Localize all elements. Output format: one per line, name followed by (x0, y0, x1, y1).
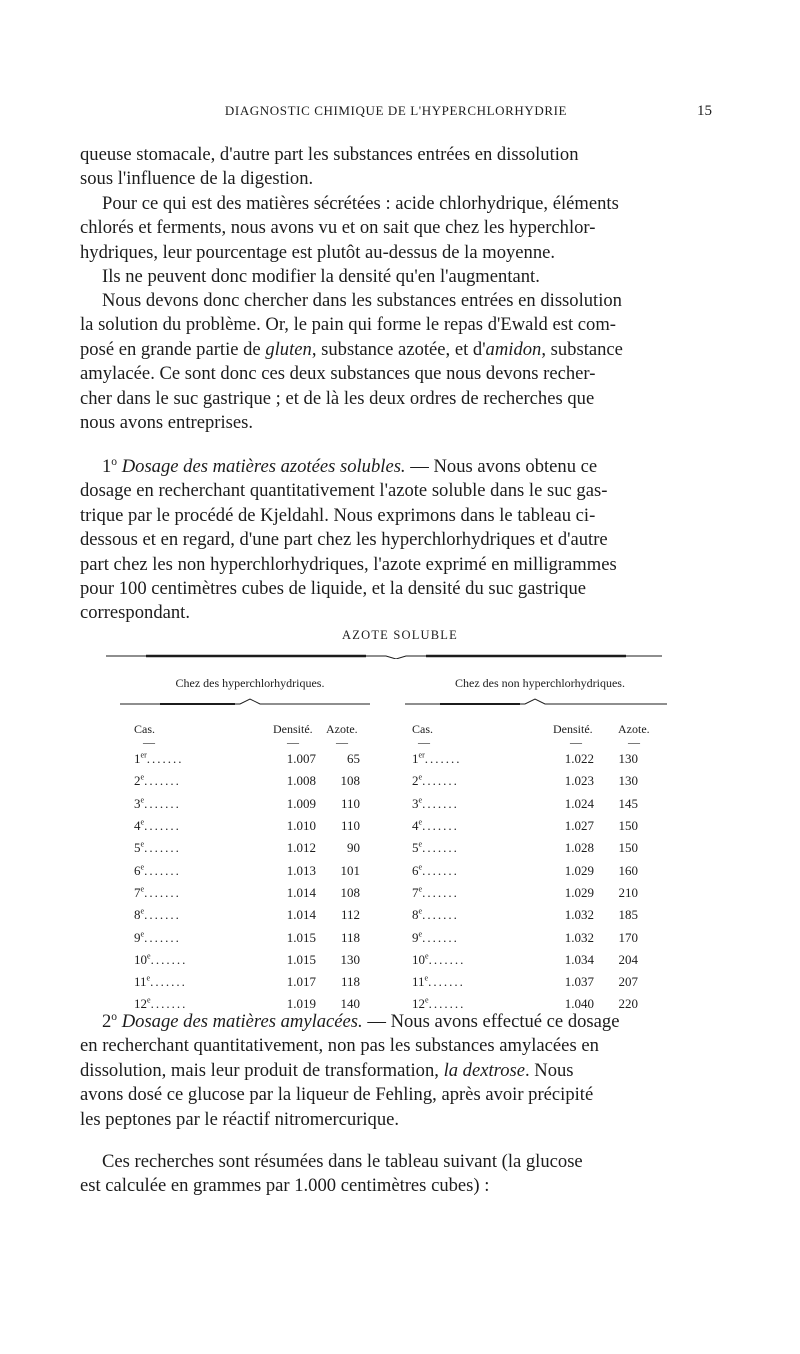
paragraph-summary (80, 1150, 712, 1199)
table-row (412, 793, 638, 815)
term-dextrose: la dextrose (443, 1059, 525, 1081)
table-row (412, 904, 638, 926)
azote-cell: 150 (618, 840, 638, 856)
densite-cell: 1.032 (564, 907, 594, 923)
densite-cell: 1.007 (286, 751, 316, 767)
right-group-brace (405, 697, 667, 709)
densite-cell: 1.009 (286, 795, 316, 811)
table-row (134, 815, 360, 837)
header-dash: — (336, 735, 348, 749)
paragraph-problem (80, 289, 712, 435)
densite-cell: 1.037 (564, 974, 594, 990)
header-dash: — (570, 735, 582, 749)
cas-cell: 2e....... (412, 773, 459, 789)
col-header-densite: Densité. (273, 722, 313, 736)
densite-cell: 1.029 (564, 884, 594, 900)
table-row (134, 926, 360, 948)
cas-cell: 3e....... (412, 795, 459, 811)
text-line: la solution du problème. Or, le pain qui forme le repas d'Ewald est com- (80, 314, 616, 336)
cas-cell: 6e....... (134, 862, 181, 878)
densite-cell: 1.028 (564, 840, 594, 856)
densite-cell: 1.010 (286, 818, 316, 834)
cas-cell: 10e....... (134, 951, 188, 967)
azote-cell: 110 (340, 818, 360, 834)
table-row (134, 748, 360, 770)
cas-cell: 3e....... (134, 795, 181, 811)
text-line: Nous devons donc chercher dans les substances entrées en dissolution (102, 290, 622, 311)
text-line: trique par le procédé de Kjeldahl. Nous exprimons dans le tableau ci- (80, 504, 596, 526)
section-heading-line: 1$^o$ Dosage des matières azotées solubles. — Nous avons obtenu ce (102, 455, 598, 477)
densite-cell: 1.013 (286, 862, 316, 878)
cas-cell: 2e....... (134, 773, 181, 789)
cas-cell: 1er....... (412, 750, 462, 767)
text-line: part chez les non hyperchlorhydriques, l'azote exprimé en milligrammes (80, 553, 617, 575)
cas-cell: 9e....... (134, 929, 181, 945)
text-line: avons dosé ce glucose par la liqueur de Fehling, après avoir précipité (80, 1084, 594, 1106)
table-title: AZOTE SOLUBLE (342, 628, 458, 642)
table-row (134, 859, 360, 881)
col-header-azote: Azote. (618, 722, 650, 736)
paragraph-azote-method (80, 455, 712, 626)
azote-cell: 130 (618, 773, 638, 789)
azote-cell: 160 (618, 862, 638, 878)
text-line: nous avons entreprises. (80, 412, 253, 434)
text-line: Ils ne peuvent donc modifier la densité qu'en l'augmentant. (102, 266, 540, 287)
header-dash: — (287, 735, 299, 749)
text-line: posé en grande partie de gluten, substance azotée, et d'amidon, substance (80, 338, 623, 360)
cas-cell: 4e....... (134, 817, 181, 834)
azote-cell: 112 (340, 907, 360, 923)
table-row (412, 949, 638, 971)
text-line: dissolution, mais leur produit de transformation, la dextrose. Nous (80, 1059, 574, 1081)
table-row (134, 770, 360, 792)
densite-cell: 1.032 (564, 929, 594, 945)
azote-cell: 204 (618, 951, 638, 967)
table-row (412, 837, 638, 859)
densite-cell: 1.029 (564, 862, 594, 878)
azote-cell: 118 (340, 929, 360, 945)
densite-cell: 1.015 (286, 929, 316, 945)
text-line: Ces recherches sont résumées dans le tableau suivant (la glucose (102, 1151, 583, 1172)
cas-cell: 5e....... (412, 840, 459, 856)
azote-cell: 130 (340, 951, 360, 967)
densite-cell: 1.034 (564, 951, 594, 967)
text-line: cher dans le suc gastrique ; et de là les deux ordres de recherches que (80, 387, 595, 409)
cas-cell: 10e....... (412, 951, 466, 967)
densite-cell: 1.024 (564, 795, 594, 811)
term-amidon: amidon (485, 338, 542, 360)
table-row (134, 971, 360, 993)
cas-cell: 9e....... (412, 929, 459, 945)
azote-cell: 108 (340, 884, 360, 900)
azote-cell: 130 (618, 751, 638, 767)
densite-cell: 1.014 (286, 907, 316, 923)
paragraph-secretions (80, 192, 712, 265)
table-row (412, 748, 638, 770)
table-row (412, 926, 638, 948)
table-row (412, 882, 638, 904)
running-title: DIAGNOSTIC CHIMIQUE DE L'HYPERCHLORHYDRIE (224, 103, 568, 118)
cas-cell: 12e....... (412, 996, 466, 1012)
cas-cell: 8e....... (412, 906, 459, 923)
azote-cell: 150 (618, 818, 638, 834)
text-line: en recherchant quantitativement, non pas les substances amylacées en (80, 1035, 599, 1057)
azote-cell: 90 (347, 840, 360, 856)
table-row (134, 882, 360, 904)
azote-cell: 140 (340, 996, 360, 1012)
azote-cell: 210 (618, 884, 638, 900)
table-row (412, 770, 638, 792)
densite-cell: 1.023 (564, 773, 594, 789)
table-row (412, 859, 638, 881)
term-gluten: gluten (265, 338, 312, 360)
densite-cell: 1.015 (286, 951, 316, 967)
col-header-cas: Cas. (134, 722, 155, 736)
table-top-rule (106, 653, 662, 659)
section-heading-line: 2$^o$ Dosage des matières amylacées. — Nous avons effectué ce dosage (102, 1010, 620, 1032)
text-line: amylacée. Ce sont donc ces deux substances que nous devons recher- (80, 363, 596, 385)
text-line: les peptones par le réactif nitromercurique. (80, 1108, 400, 1130)
paragraph-density (80, 265, 712, 289)
table-row (134, 793, 360, 815)
azote-cell: 65 (347, 751, 360, 767)
col-header-cas: Cas. (412, 722, 433, 736)
azote-cell: 220 (618, 996, 638, 1012)
paragraph-amylacees (80, 1010, 712, 1132)
cas-cell: 4e....... (412, 817, 459, 834)
cas-cell: 8e....... (134, 906, 181, 923)
running-head (80, 103, 712, 125)
text-line: hydriques, leur pourcentage est plutôt au-dessus de la moyenne. (80, 241, 556, 263)
right-group-header: Chez des non hyperchlorhydriques. (455, 676, 625, 690)
table-row (134, 837, 360, 859)
densite-cell: 1.019 (286, 996, 316, 1012)
azote-cell: 145 (618, 795, 638, 811)
cas-cell: 11e....... (134, 973, 187, 990)
densite-cell: 1.008 (286, 773, 316, 789)
table-row (412, 815, 638, 837)
hyperchlorhydriques-table (134, 748, 360, 1016)
azote-cell: 118 (340, 974, 360, 990)
text-line: Pour ce qui est des matières sécrétées : acide chlorhydrique, éléments (102, 193, 619, 214)
header-dash: — (628, 735, 640, 749)
col-header-azote: Azote. (326, 722, 358, 736)
cas-cell: 5e....... (134, 840, 181, 856)
page-number: 15 (697, 103, 712, 119)
left-group-header: Chez des hyperchlorhydriques. (175, 676, 325, 690)
cas-cell: 11e....... (412, 973, 465, 990)
cas-cell: 6e....... (412, 862, 459, 878)
text-line: sous l'influence de la digestion. (80, 168, 314, 190)
azote-cell: 185 (618, 907, 638, 923)
col-header-densite: Densité. (553, 722, 593, 736)
section-title: Dosage des matières amylacées. (121, 1011, 363, 1032)
azote-cell: 207 (618, 974, 638, 990)
cas-cell: 12e....... (134, 996, 188, 1012)
azote-cell: 110 (340, 795, 360, 811)
text-line: chlorés et ferments, nous avons vu et on sait que chez les hyperchlor- (80, 217, 596, 239)
table-row (134, 949, 360, 971)
densite-cell: 1.022 (564, 751, 594, 767)
non-hyperchlorhydriques-table (412, 748, 638, 1016)
text-line: pour 100 centimètres cubes de liquide, et la densité du suc gastrique (80, 578, 587, 600)
densite-cell: 1.014 (286, 884, 316, 900)
azote-cell: 108 (340, 773, 360, 789)
table-row (412, 971, 638, 993)
text-line: est calculée en grammes par 1.000 centimètres cubes) : (80, 1175, 490, 1197)
left-group-brace (120, 697, 370, 709)
densite-cell: 1.017 (286, 974, 316, 990)
text-line: queuse stomacale, d'autre part les substances entrées en dissolution (80, 144, 579, 165)
azote-cell: 101 (340, 862, 360, 878)
table-row (134, 904, 360, 926)
cas-cell: 1er....... (134, 750, 184, 767)
header-dash: — (143, 735, 155, 749)
header-dash: — (418, 735, 430, 749)
azote-cell: 170 (618, 929, 638, 945)
densite-cell: 1.040 (564, 996, 594, 1012)
paragraph-continuation (80, 143, 712, 192)
section-number: 2 (102, 1011, 112, 1032)
text-line: dessous et en regard, d'une part chez les hyperchlorhydriques et d'autre (80, 529, 608, 551)
section-title: Dosage des matières azotées solubles. (121, 456, 406, 477)
densite-cell: 1.027 (564, 818, 594, 834)
densite-cell: 1.012 (286, 840, 316, 856)
cas-cell: 7e....... (412, 884, 459, 900)
cas-cell: 7e....... (134, 884, 181, 900)
text-line: dosage en recherchant quantitativement l'azote soluble dans le suc gas- (80, 480, 608, 502)
text-line: correspondant. (80, 602, 190, 624)
section-number: 1 (102, 456, 112, 477)
